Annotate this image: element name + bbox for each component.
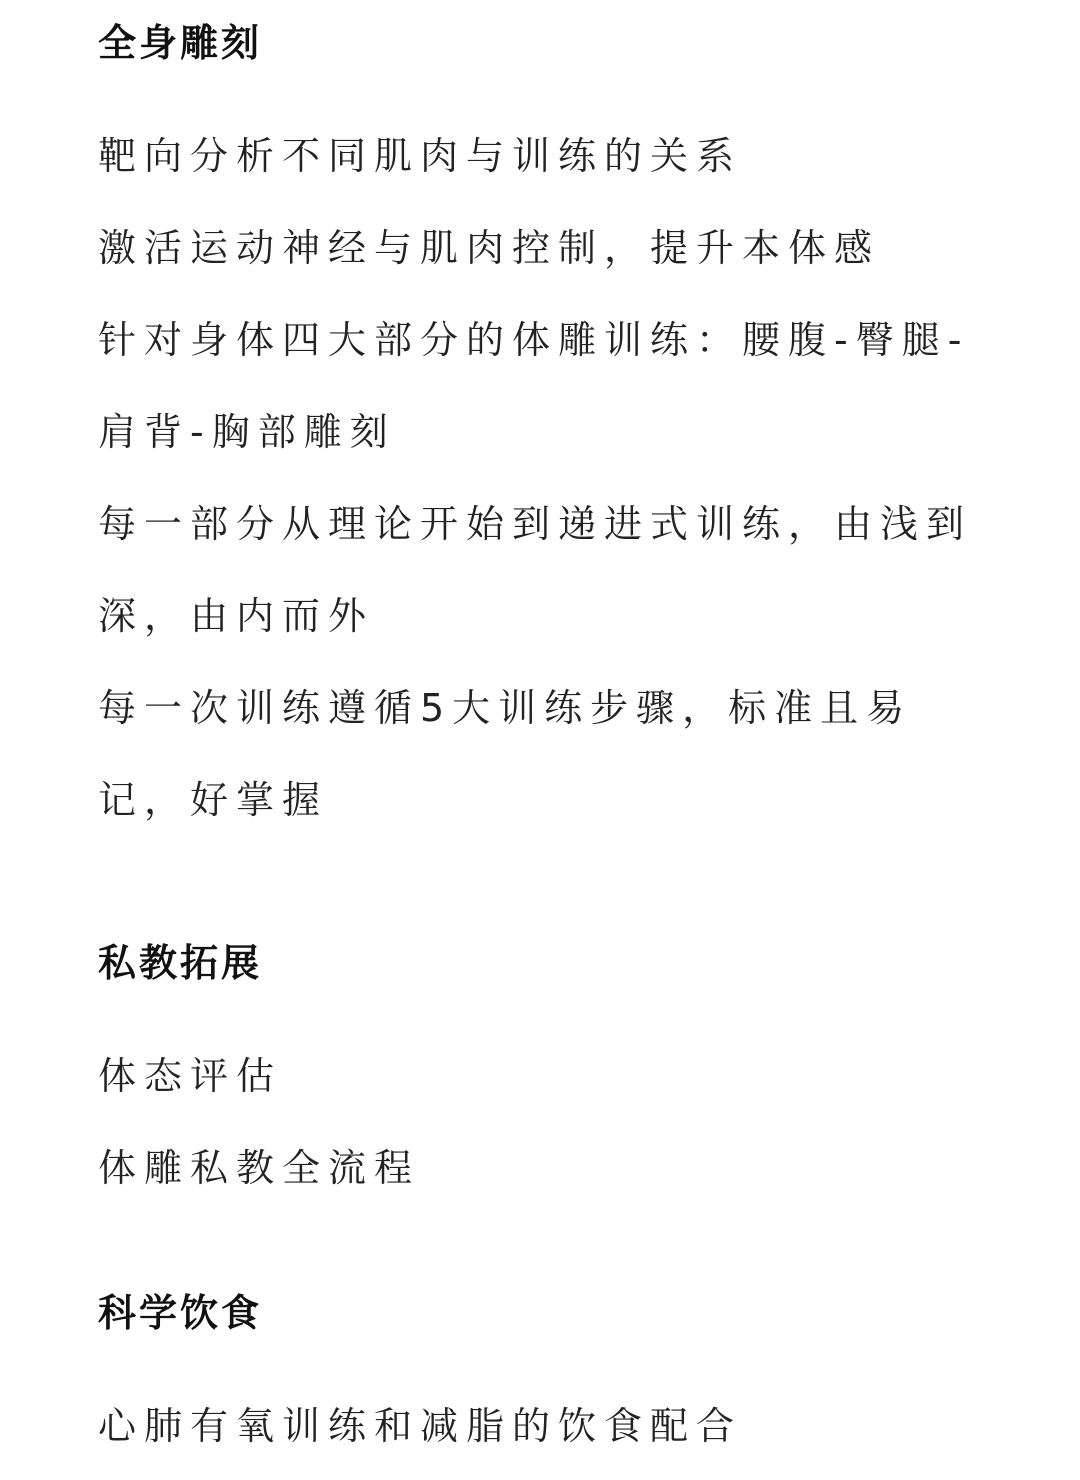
section-heading: 科学饮食 <box>98 1291 263 1335</box>
section-item-list <box>98 1380 998 1472</box>
list-item: 激活运动神经与肌肉控制，提升本体感 <box>98 226 881 270</box>
section-item-list <box>98 1030 998 1214</box>
list-item: 每一部分从理论开始到递进式训练，由浅到深，由内而外 <box>98 502 973 638</box>
section-item-list <box>98 110 998 846</box>
section-scientific-diet <box>98 1290 998 1472</box>
list-item: 心肺有氧训练和减脂的饮食配合 <box>98 1404 743 1448</box>
list-item: 靶向分析不同肌肉与训练的关系 <box>98 134 743 178</box>
list-item: 针对身体四大部分的体雕训练：腰腹-臀腿-肩背-胸部雕刻 <box>98 318 970 454</box>
section-heading: 私教拓展 <box>98 941 263 985</box>
section-full-body-sculpting <box>98 20 998 846</box>
list-item: 每一次训练遵循5大训练步骤，标准且易记，好掌握 <box>98 686 913 822</box>
section-private-coaching <box>98 940 998 1214</box>
list-item: 体雕私教全流程 <box>98 1146 421 1190</box>
section-heading: 全身雕刻 <box>98 21 263 65</box>
list-item: 体态评估 <box>98 1054 283 1098</box>
